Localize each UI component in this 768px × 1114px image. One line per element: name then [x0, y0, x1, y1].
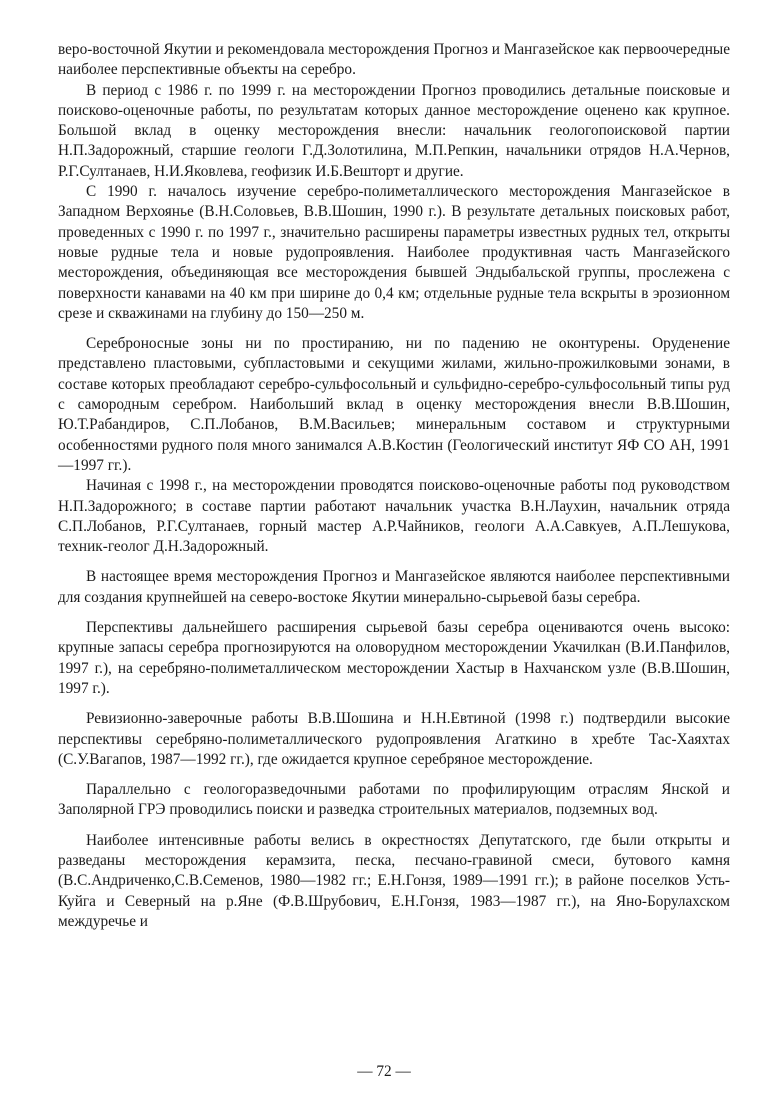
document-page: [58, 40, 730, 1100]
paragraph-prognoz: В период с 1986 г. по 1999 г. на месторождении Прогноз проводились детальные поисковые и поисково-оценочные работы, по результатам которых данное месторождение оценено как крупное. Большой вклад в оценку месторождения внесли: начальник геологопоисковой партии Н.П.Задорожный, старшие геологи Г.Д.Золотилина, М.П.Репкин, начальники отрядов Н.А.Чернов, Р.Г.Султанаев, Н.И.Яковлева, геофизик И.Б.Вешторт и другие.: [58, 81, 730, 180]
paragraph-revision-works: Ревизионно-заверочные работы В.В.Шошина и Н.Н.Евтиной (1998 г.) подтвердили высокие перспективы серебряно-полиметаллического рудопроявления Агаткино в хребте Тас-Хаяхтах (С.У.Вагапов, 1987—1992 гг.), где ожидается крупное серебряное месторождение.: [58, 710, 730, 768]
page-number: — 72 —: [357, 1063, 411, 1080]
paragraph-continuation: веро-восточной Якутии и рекомендовала месторождения Прогноз и Мангазейское как первоочередные наиболее перспективные объекты на серебро.: [58, 41, 730, 79]
paragraph-since-1998: Начиная с 1998 г., на месторождении проводятся поисково-оценочные работы под руководством Н.П.Задорожного; в составе партии работают начальник участка В.Н.Лаухин, начальник отряда С.П.Лобанов, Р.Г.Султанаев, горный мастер А.Р.Чайников, геологи А.А.Савкуев, А.П.Лешукова, техник-геолог Д.Н.Задорожный.: [58, 477, 730, 556]
paragraph-present-time: В настоящее время месторождения Прогноз и Мангазейское являются наиболее перспективными для создания крупнейшей на северо-востоке Якутии минерально-сырьевой базы серебра.: [58, 568, 730, 606]
paragraph-perspectives: Перспективы дальнейшего расширения сырьевой базы серебра оцениваются очень высоко: крупные запасы серебра прогнозируются на оловорудном месторождении Укачилкан (В.И.Панфилов, 1997 г.), на серебряно-полиметаллическом месторождении Хастыр в Нахчанском узле (В.В.Шошин, 1997 г.).: [58, 619, 730, 697]
paragraph-construction-materials: Параллельно с геологоразведочными работами по профилирующим отраслям Янской и Заполярной ГРЭ проводились поиски и разведка строительных материалов, подземных вод.: [58, 781, 730, 819]
paragraph-silver-zones: Сереброносные зоны ни по простиранию, ни по падению не оконтурены. Оруденение представлено пластовыми, субпластовыми и секущими жилами, жильно-прожилковыми зонами, в составе которых преобладают серебро-сульфосольный и сульфидно-серебро-сульфосольный типы руд с самородным серебром. Наибольший вклад в оценку месторождения внесли В.В.Шошин, Ю.Т.Рабандиров, С.П.Лобанов, В.М.Васильев; минеральным составом и структурными особенностями рудного поля много занимался А.В.Костин (Геологический институт ЯФ СО АН, 1991—1997 гг.).: [58, 335, 730, 474]
paragraph-mangazeiskoe: С 1990 г. началось изучение серебро-полиметаллического месторождения Мангазейское в Западном Верхоянье (В.Н.Соловьев, В.В.Шошин, 1990 г.). В результате детальных поисковых работ, проведенных с 1990 г. по 1997 г., значительно расширены параметры известных рудных тел, открыты новые рудные тела и новые рудопроявления. Наиболее продуктивная часть Мангазейского месторождения, объединяющая все месторождения бывшей Эндыбальской группы, прослежена с поверхности канавами на 40 км при ширине до 0,4 км; отдельные рудные тела вскрыты в эрозионном срезе и скважинами на глубину до 150—250 м.: [58, 183, 730, 322]
paragraph-deputatsky: Наиболее интенсивные работы велись в окрестностях Депутатского, где были открыты и разведаны месторождения керамзита, песка, песчано-гравиной смеси, бутового камня (В.С.Андриченко,С.В.Семенов, 1980—1982 гг.; Е.Н.Гонзя, 1989—1991 гг.); в районе поселков Усть-Куйга и Северный на р.Яне (Ф.В.Шрубович, Е.Н.Гонзя, 1983—1987 гг.), на Яно-Борулахском междуречье и: [58, 831, 730, 930]
